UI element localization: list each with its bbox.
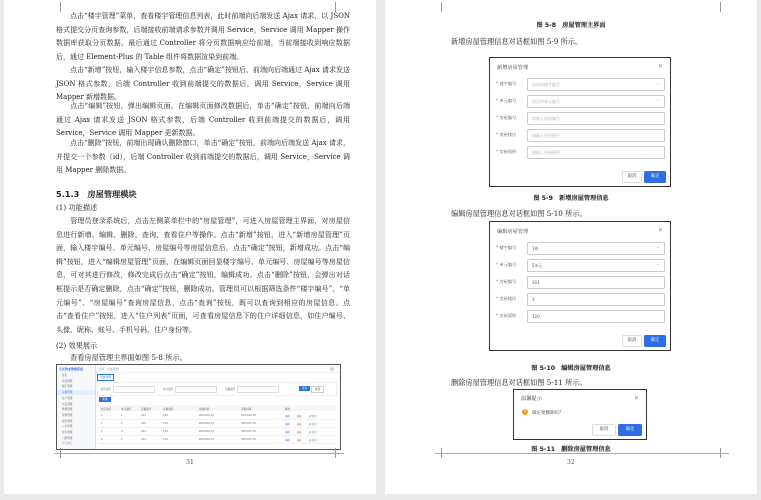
- close-icon[interactable]: ✕: [657, 63, 663, 70]
- filter-label: 单元编号: [163, 388, 174, 391]
- crop-mark: [720, 2, 731, 12]
- table-cell: 2024-02-15: [241, 430, 257, 433]
- row-action-button[interactable]: 删除: [297, 431, 302, 434]
- sidebar-menu-item[interactable]: 车位管理: [62, 402, 73, 406]
- filter-label: 房屋编号: [225, 388, 236, 391]
- sidebar-menu-item[interactable]: 缴费管理: [62, 408, 73, 412]
- delete-confirm-dialog: [513, 389, 647, 440]
- chevron-down-icon: ⌄: [656, 98, 660, 103]
- dialog-title: 新增房屋管理: [497, 65, 529, 71]
- column-header: 房屋面积: [163, 407, 174, 411]
- figure-caption: 图 5-9 新增房屋管理信息: [533, 195, 609, 202]
- field-label-text: 房屋面积: [499, 313, 517, 318]
- sidebar-menu-item[interactable]: 门禁管理: [62, 436, 73, 440]
- sidebar-menu-item[interactable]: 首页: [62, 374, 68, 377]
- input-field[interactable]: [527, 293, 665, 306]
- required-mark: *: [496, 279, 500, 284]
- input-field[interactable]: [527, 276, 665, 289]
- form-row: [490, 276, 670, 288]
- required-mark: *: [496, 115, 500, 120]
- column-header: 更新时间: [241, 407, 252, 411]
- field-label-text: 单元编号: [499, 98, 517, 103]
- cancel-button[interactable]: 取消: [622, 335, 642, 347]
- table-cell: 100: [163, 422, 168, 425]
- add-house-dialog: [489, 57, 671, 187]
- filter-input[interactable]: [113, 386, 155, 393]
- warning-icon: !: [523, 409, 527, 414]
- field-value: 3: [532, 297, 535, 302]
- crop-mark: [431, 2, 442, 12]
- row-action-button[interactable]: 查看住户: [309, 439, 319, 442]
- subsection-label: (1) 功能描述: [56, 203, 98, 212]
- filter-input[interactable]: [237, 386, 279, 393]
- row-action-button[interactable]: 编辑: [285, 439, 290, 442]
- figure-caption: 图 5-10 编辑房屋管理信息: [531, 365, 611, 372]
- field-label-text: 房屋编号: [499, 279, 517, 284]
- row-action-button[interactable]: 编辑: [285, 423, 290, 426]
- page-number: 32: [567, 459, 575, 466]
- form-row: [490, 259, 670, 271]
- required-mark: *: [496, 98, 500, 103]
- field-label: [496, 279, 530, 285]
- row-action-button[interactable]: 删除: [297, 415, 302, 418]
- field-placeholder: 请输入房屋楼层: [532, 133, 560, 138]
- figure-caption: 图 5-8 房屋管理主界面: [536, 22, 606, 29]
- form-row: [490, 293, 670, 305]
- input-field[interactable]: [527, 146, 665, 159]
- field-placeholder: 请输入房屋编号: [532, 116, 560, 121]
- field-label: [496, 115, 530, 121]
- table-cell: 1: [121, 438, 123, 441]
- add-button[interactable]: 新增: [99, 397, 111, 402]
- row-action-button[interactable]: 编辑: [285, 415, 290, 418]
- form-row: [490, 242, 670, 254]
- required-mark: *: [496, 81, 500, 86]
- close-icon[interactable]: ✕: [657, 227, 663, 234]
- dialog-title: 编辑房屋管理: [497, 229, 529, 235]
- close-icon[interactable]: ✕: [633, 395, 639, 402]
- app-title: 小区物业管理系统: [59, 367, 84, 371]
- input-field[interactable]: [527, 310, 665, 323]
- confirm-message: 确定要删除吗？: [532, 411, 564, 416]
- sidebar-menu-item[interactable]: 系统管理: [62, 379, 73, 383]
- right-page: [385, 0, 757, 494]
- table-cell: 110: [163, 438, 168, 441]
- reset-button[interactable]: 重置: [311, 386, 324, 393]
- search-button[interactable]: 查询: [299, 386, 310, 391]
- field-label: [496, 262, 530, 268]
- table-row: [99, 412, 336, 420]
- filter-label: 楼宇编号: [101, 388, 112, 391]
- column-header: 创建时间: [199, 407, 210, 411]
- figure-intro: 查看房屋管理主界面如图 5-8 所示。: [70, 353, 187, 362]
- chevron-down-icon: ⌄: [656, 245, 660, 250]
- form-row: [490, 112, 670, 124]
- table-cell: 2: [101, 438, 103, 441]
- function-description: 管理员登录系统后，点击左侧菜单栏中的“房屋管理”，可进入房屋管理主界面，对房屋信息进行新增、编辑、删除、查询、查看住户等操作。点击“新增”按钮，进入“新增房屋管理”页面，输入楼宇编号、单元编号、房屋编号等房屋信息后，点击“确定”按钮，新增成功。点击“编辑”按钮，进入“编辑房屋管理”页面，在编辑页面回显楼宇编号、单元编号、房屋编号等房屋信息，可对其进行修改，修改完成后点击“确定”按钮，编辑成功。点击“删除”按钮，会弹出对话框提示是否确定删除，点击“确定”按钮，删除成功。管理员可以根据筛选条件“楼宇编号”、“单元编号”、“房屋编号”查询房屋信息，点击“查询”按钮，既可以查询到相应的房屋信息。点击“查看住户”按钮，进入“住户列表”页面，可查看房屋信息下的住户详细信息，如住户编号、头像、昵称、账号、手机号码、住户身份等。: [56, 217, 350, 334]
- select-field[interactable]: [527, 242, 665, 255]
- sidebar-menu-item[interactable]: 楼宇管理: [62, 385, 73, 389]
- top-bar: [95, 365, 340, 373]
- table-cell: 2024-02-15: [241, 422, 257, 425]
- field-label-text: 楼宇编号: [499, 81, 517, 86]
- field-label: [496, 149, 530, 155]
- sidebar-menu-item[interactable]: 投诉管理: [62, 419, 73, 423]
- table-cell: 130: [163, 430, 168, 433]
- table-row: [99, 428, 336, 436]
- field-value: 120: [532, 314, 540, 319]
- field-label: [496, 313, 530, 319]
- table-row: [99, 420, 336, 428]
- sidebar-menu-item[interactable]: 房屋管理: [57, 390, 95, 395]
- dialog-title: 温馨提示: [521, 396, 542, 402]
- paragraph: 点击“删除”按钮，前端出现确认删除窗口，单击“确定”按钮，前端向后端发送 Ajax 请求，并提交一个参数（id），后端 Controller 收到前端提交的数据后，调用 Service，Service 调用 Mapper 删除数据。: [56, 139, 350, 175]
- cancel-button[interactable]: 取消: [622, 171, 642, 183]
- paragraph: 点击“楼宇管理”菜单，查看楼宇管理信息列表，此时前端向后端发送 Ajax 请求，以 JSON 格式提交分页查询参数，后端接收前端请求参数并调用 Service，Service 调用 Mapper 操作数据库获取分页数据，最后通过 Controller 将分页数据响应给前端，当前端接收到响应数据后，通过 Element-Plus 的 Table 组件将数据渲染到前端。: [56, 12, 350, 61]
- field-label: [496, 81, 530, 87]
- column-header: 房屋编号: [141, 407, 152, 411]
- table-cell: 120: [163, 414, 168, 417]
- sidebar: [57, 365, 96, 449]
- form-row: [490, 310, 670, 322]
- field-label-text: 单元编号: [499, 262, 517, 267]
- input-field[interactable]: [527, 112, 665, 125]
- required-mark: *: [496, 132, 500, 137]
- filter-bar: [97, 382, 337, 396]
- field-value: 1栋: [532, 246, 539, 251]
- select-field[interactable]: [527, 95, 665, 108]
- field-placeholder: 请选择单元编号: [532, 99, 560, 104]
- field-label-text: 房屋楼层: [499, 132, 517, 137]
- table-cell: 1: [101, 422, 103, 425]
- row-action-button[interactable]: 删除: [297, 423, 302, 426]
- table-cell: 2024-02-15: [199, 438, 215, 441]
- confirm-button[interactable]: 确定: [644, 171, 666, 183]
- confirm-button[interactable]: 确定: [618, 424, 642, 436]
- confirm-button[interactable]: 确定: [644, 335, 666, 347]
- required-mark: *: [496, 149, 500, 154]
- field-value: 5单元: [532, 263, 543, 268]
- table-header: [99, 405, 336, 411]
- table-cell: 1: [121, 422, 123, 425]
- page-number: 31: [186, 459, 194, 466]
- footer-rule: [435, 453, 729, 454]
- field-label-text: 房屋编号: [499, 115, 517, 120]
- table-cell: 201: [141, 430, 146, 433]
- column-header: 操作: [285, 407, 291, 411]
- column-header: 单元编号: [121, 407, 132, 411]
- figure-intro: 编辑房屋管理信息对话框如图 5-10 所示。: [451, 209, 587, 218]
- row-action-button[interactable]: 查看住户: [309, 415, 319, 418]
- table-row: [99, 436, 336, 444]
- required-mark: *: [496, 296, 500, 301]
- field-label: [496, 245, 530, 251]
- form-row: [490, 129, 670, 141]
- figure-intro: 新增房屋管理信息对话框如图 5-9 所示。: [451, 37, 583, 46]
- figure-intro: 删除房屋管理信息对话框如图 5-11 所示。: [451, 378, 587, 387]
- table-cell: 2024-02-15: [241, 414, 257, 417]
- field-label-text: 房屋面积: [499, 149, 517, 154]
- input-field[interactable]: [527, 129, 665, 142]
- column-header: 楼宇编号: [101, 407, 112, 411]
- chevron-down-icon: ⌄: [656, 262, 660, 267]
- required-mark: *: [496, 313, 500, 318]
- row-action-button[interactable]: 查看住户: [309, 423, 319, 426]
- table-cell: 1: [101, 430, 103, 433]
- field-value: 301: [532, 280, 540, 285]
- field-label: [496, 132, 530, 138]
- field-label-text: 楼宇编号: [499, 245, 517, 250]
- sidebar-menu-item[interactable]: 停车管理: [62, 431, 73, 434]
- table-cell: 1: [101, 414, 103, 417]
- field-label-text: 房屋楼层: [499, 296, 517, 301]
- select-field[interactable]: [527, 259, 665, 272]
- table-cell: 101: [141, 438, 146, 441]
- select-field[interactable]: [527, 78, 665, 91]
- table-cell: 101: [141, 414, 146, 417]
- table-cell: 2024-02-15: [199, 430, 215, 433]
- form-row: [490, 95, 670, 107]
- required-mark: *: [496, 245, 500, 250]
- field-placeholder: 请输入房屋面积: [532, 150, 560, 155]
- table-cell: 2024-02-15: [199, 422, 215, 425]
- field-label: [496, 296, 530, 302]
- house-management-screenshot: [56, 364, 341, 450]
- field-placeholder: 请选择楼宇编号: [532, 82, 560, 87]
- sidebar-menu-item[interactable]: 个人中心: [62, 442, 73, 446]
- figure-caption: 图 5-11 删除房屋管理信息: [531, 446, 611, 453]
- table-cell: 102: [141, 422, 146, 425]
- form-row: [490, 146, 670, 158]
- row-action-button[interactable]: 查看住户: [309, 431, 319, 434]
- cancel-button[interactable]: 取消: [592, 424, 616, 436]
- edit-house-dialog: [489, 221, 671, 351]
- chevron-down-icon: ⌄: [656, 81, 660, 86]
- sidebar-menu-item[interactable]: 公告管理: [62, 425, 73, 429]
- form-row: [490, 78, 670, 90]
- table-cell: 2024-02-15: [241, 438, 257, 441]
- sidebar-menu-item[interactable]: 报修管理: [62, 413, 73, 417]
- breadcrumb: 首页 / 房屋管理: [99, 366, 119, 371]
- footer-rule: [54, 453, 344, 454]
- table-cell: 1: [121, 414, 123, 417]
- section-heading: 5.1.3 房屋管理模块: [56, 189, 137, 199]
- tab-house-management[interactable]: 房屋管理: [97, 374, 114, 381]
- table-cell: 2024-02-15: [199, 414, 215, 417]
- row-action-button[interactable]: 编辑: [285, 431, 290, 434]
- table-cell: 2: [121, 430, 123, 433]
- left-page: [4, 0, 376, 494]
- field-label: [496, 98, 530, 104]
- paragraph: 点击“编辑”按钮，弹出编辑页面，在编辑页面修改数据后，单击“确定”按钮，前端向后端通过 Ajax 请求发送 JSON 格式参数，后端 Controller 收到前端提交的数据后，调用 Service，Service 调用 Mapper 更新数据。: [56, 102, 350, 138]
- paragraph: 点击“新增”按钮，输入楼宇信息参数，点击“确定”按钮后，前端向后端通过 Ajax 请求发送 JSON 格式参数，后端 Controller 收到前端提交的数据后，调用 Service，Service 调用 Mapper 新增数据。: [56, 66, 350, 102]
- sidebar-menu-item[interactable]: 住户管理: [62, 396, 73, 400]
- row-action-button[interactable]: 删除: [297, 439, 302, 442]
- subsection-label: (2) 效果展示: [56, 341, 98, 350]
- required-mark: *: [496, 262, 500, 267]
- avatar[interactable]: [330, 367, 334, 371]
- filter-input[interactable]: [175, 386, 217, 393]
